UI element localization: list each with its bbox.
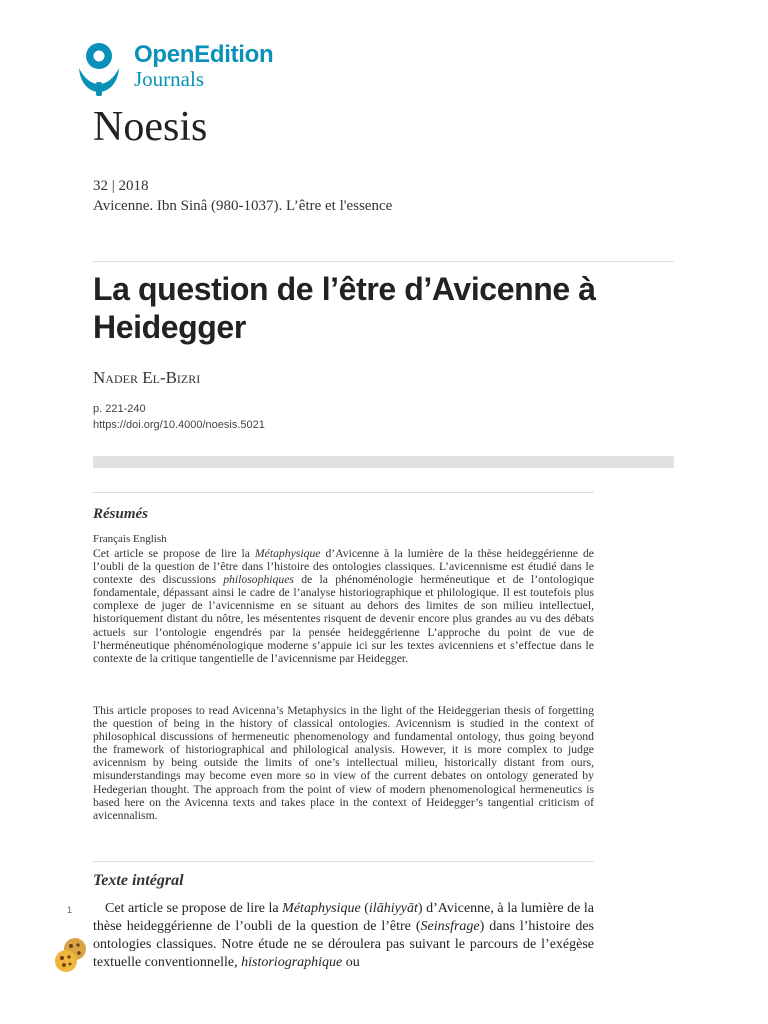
divider xyxy=(93,861,594,862)
issue-number[interactable]: 32 | 2018 xyxy=(93,178,149,194)
logo-subtitle: Journals xyxy=(134,67,204,91)
language-links[interactable]: Français English xyxy=(93,533,167,545)
openedition-logo[interactable] xyxy=(76,40,306,100)
text-segment: d’Avicenne à la lumière de la thèse heideggérienne de l’oubli de la question de l’être dans l’histoire des ontologies classiques. L’avicennisme est étudié dans le contexte des discussions xyxy=(93,547,594,587)
body-paragraph xyxy=(93,900,594,972)
text-emphasis: philosophiques xyxy=(223,573,294,587)
page-range: p. 221-240 xyxy=(93,403,146,415)
issue-info xyxy=(93,176,392,216)
text-segment: de la phénoménologie herméneutique et de l’ontologique fondamentale, dépassant ainsi le cadre de l’analyse historiographique et philologique. Il est toutefois plus complexe de juger de l’avicennisme en se situant au dehors des limites de son milieu intellectuel, historiquement distant du nôtre, les mésententes risquent de devenir encore plus grandes au vu des débats actuels sur l’ontologie engendrés par la pensée heideggérienne L’approche du point de vue de l’herméneutique phénoménologique moderne s’appuie ici sur les textes avicenniens et s’effectue dans le contexte de la critique tangentielle de l’avicennisme par Heidegger. xyxy=(93,573,595,665)
journal-title[interactable]: Noesis xyxy=(93,104,208,150)
openedition-flower-icon xyxy=(76,40,124,98)
doi-link[interactable]: https://doi.org/10.4000/noesis.5021 xyxy=(93,419,265,431)
divider xyxy=(93,261,674,262)
text-emphasis: Seinsfrage xyxy=(420,919,480,934)
abstract-english: This article proposes to read Avicenna’s Metaphysics in the light of the Heideggerian thesis of forgetting the question of being in the history of classical ontologies. Avicennism is studied in the context of philosophical discussions of hermeneutic phenomenology and fundamental ontology, thus going beyond the framework of historiographical and philological analysis. However, it is more complex to judge avicennism by being outside the limits of one’s intellectual milieu, historically distant from ours, misunderstandings may become even more so in view of the current debates on ontology generated by Hedegerian thought. The approach from the point of view of modern phenomenological hermeneutics is based here on the Avicenna texts and takes place in the context of Heidegger’s tangential criticism of avicennalism. xyxy=(93,704,594,822)
cookie-icon[interactable] xyxy=(52,936,90,974)
text-emphasis: ilāhiyyāt xyxy=(368,901,418,916)
resumes-heading: Résumés xyxy=(93,506,149,522)
abstract-french xyxy=(93,547,594,665)
text-segment: ) d’Avicenne, à la lumière de la thèse heideggérienne de l’oubli de la question de l’être ( xyxy=(93,901,594,934)
text-segment: Cet article se propose de lire la xyxy=(93,547,255,560)
texte-integral-heading: Texte intégral xyxy=(93,872,184,889)
article-title: La question de l’être d’Avicenne à Heidegger xyxy=(93,271,596,345)
text-segment: Cet article se propose de lire la xyxy=(105,901,283,916)
article-meta xyxy=(93,401,265,433)
author-name[interactable]: Nader El-Bizri xyxy=(93,368,201,387)
paragraph-number: 1 xyxy=(67,905,73,915)
text-emphasis: Métaphysique xyxy=(282,901,361,916)
text-emphasis: Métaphysique xyxy=(254,547,321,560)
text-segment: ) dans l’histoire des ontologies classiques. Notre étude ne se déroulera pas suivant le parcours de l’exégèse textuelle conventionnelle, xyxy=(93,919,594,970)
text-segment: ou xyxy=(342,955,360,970)
text-segment: ( xyxy=(360,901,369,916)
divider xyxy=(93,492,594,493)
issue-title[interactable]: Avicenne. Ibn Sinâ (980-1037). L’être et l'essence xyxy=(93,198,393,214)
text-emphasis: historiographique xyxy=(241,955,343,970)
logo-brand: OpenEdition xyxy=(134,41,274,68)
toolbar-band xyxy=(93,456,674,468)
